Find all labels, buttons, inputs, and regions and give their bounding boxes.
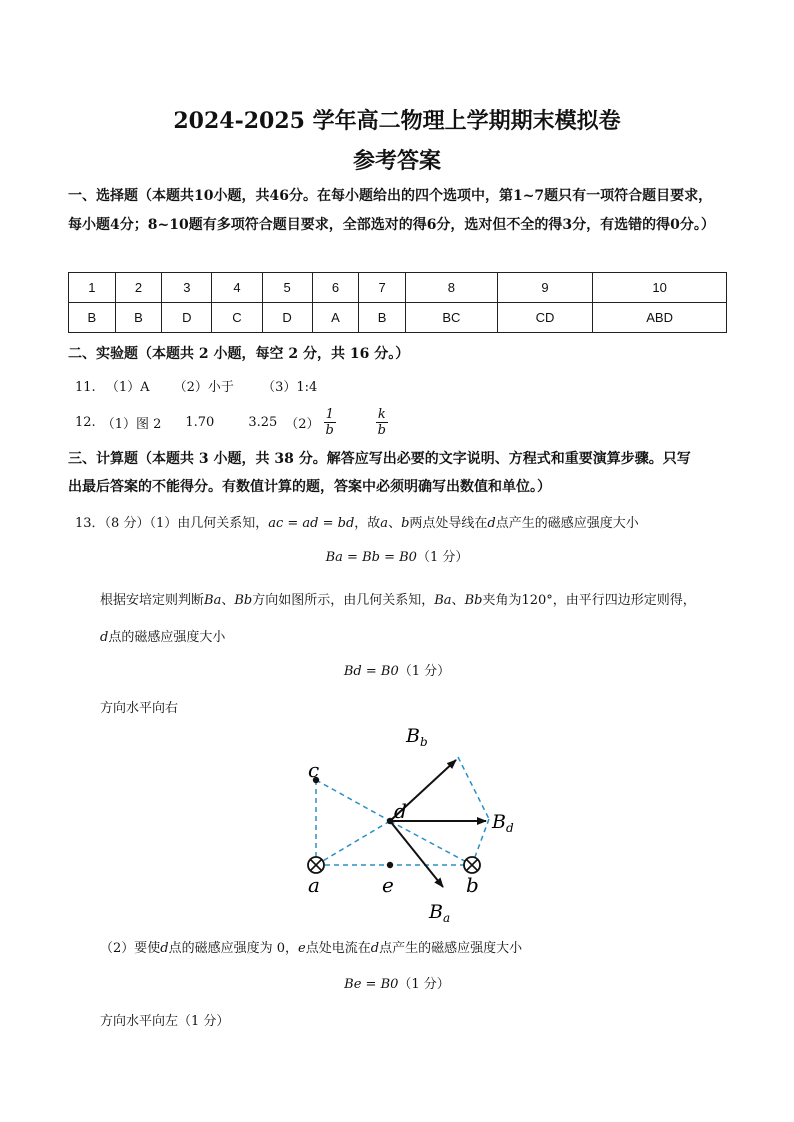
table-cell: 9 (497, 273, 592, 303)
q11-part2: （2）小于 (173, 380, 234, 395)
table-row-answers (69, 303, 727, 333)
label-e: e (382, 873, 394, 897)
q11-number: 11. (75, 380, 96, 395)
page-title: 2024-2025 学年高二物理上学期期末模拟卷 (173, 108, 621, 134)
table-cell: 8 (405, 273, 497, 303)
q12-value1: 1.70 (185, 414, 215, 430)
page-subtitle: 参考答案 (352, 148, 441, 174)
fraction-k-over-b: $\frac{k}{b}$ (377, 406, 386, 438)
current-into-page-icon-a (308, 857, 324, 873)
table-cell: BC (405, 303, 497, 333)
table-cell: 3 (162, 273, 212, 303)
table-cell: D (162, 303, 212, 333)
section3-heading-line1: 三、计算题（本题共 3 小题，共 38 分。解答应写出必要的文字说明、方程式和重要演算步骤。只写 (68, 451, 691, 467)
q13-part2: （2）要使d点的磁感应强度为 0，e点处电流在d点产生的磁感应强度大小 (100, 941, 523, 956)
q11-part3: （3）1:4 (262, 380, 318, 395)
table-cell: 4 (212, 273, 262, 303)
q11-part1: （1）A (105, 380, 150, 395)
section1-heading-line2: 每小题4分；8~10题有多项符合题目要求，全部选对的得6分，选对但不全的得3分，有选错的得0分。） (68, 217, 715, 233)
direction-right: 方向水平向右 (100, 701, 179, 716)
table-cell: 7 (359, 273, 406, 303)
label-bb: $B_b$ (406, 725, 428, 749)
vector-ba-arrow (390, 821, 443, 887)
table-cell: D (262, 303, 312, 333)
table-cell: A (312, 303, 359, 333)
direction-left: 方向水平向左（1 分） (100, 1014, 230, 1029)
q13-para2: 根据安培定则判断Ba、Bb方向如图所示，由几何关系知，Ba、Bb夹角为120°，由平行四边形定则得， (100, 593, 696, 608)
table-cell: 1 (69, 273, 116, 303)
section2-heading: 二、实验题（本题共 2 小题，每空 2 分，共 16 分。） (68, 346, 410, 362)
table-cell: B (69, 303, 116, 333)
label-d: d (394, 799, 407, 823)
label-a: a (308, 873, 320, 897)
q12-part2: （2） (285, 416, 320, 432)
table-cell: B (359, 303, 406, 333)
current-into-page-icon-b (464, 857, 480, 873)
table-cell: 10 (593, 273, 727, 303)
q12-value2: 3.25 (248, 414, 278, 430)
label-bd: $B_d$ (492, 811, 514, 835)
table-cell: 2 (115, 273, 162, 303)
equation-2: Bd = B0（1 分） (343, 664, 451, 679)
q13-para3: d点的磁感应强度大小 (100, 630, 226, 645)
point-e (387, 862, 393, 868)
q12-number: 12. (75, 414, 96, 430)
point-d (387, 818, 393, 824)
label-b: b (466, 873, 479, 897)
table-cell: C (212, 303, 262, 333)
table-cell: CD (497, 303, 592, 333)
table-cell: 6 (312, 273, 359, 303)
section3-heading-line2: 出最后答案的不能得分。有数值计算的题，答案中必须明确写出数值和单位。） (68, 479, 551, 495)
label-c: c (308, 758, 320, 782)
label-ba: $B_a$ (429, 901, 451, 925)
table-cell: B (115, 303, 162, 333)
answer-table (68, 272, 727, 333)
q12-part1: （1）图 2 (101, 416, 162, 432)
q13-intro: 13．（8 分）（1）由几何关系知，ac = ad = bd，故a、b两点处导线在d点产生的磁感应强度大小 (75, 516, 639, 531)
table-cell: 5 (262, 273, 312, 303)
table-row-numbers (69, 273, 727, 303)
table-cell: ABD (593, 303, 727, 333)
magnetic-field-diagram (290, 722, 530, 927)
equation-1: Ba = Bb = B0（1 分） (325, 550, 469, 565)
fraction-1-over-b: $\frac{1}{b}$ (325, 406, 334, 438)
section1-heading-line1: 一、选择题（本题共10小题，共46分。在每小题给出的四个选项中，第1~7题只有一项符合题目要求， (68, 188, 713, 204)
q11-line (75, 376, 317, 395)
equation-3: Be = B0（1 分） (344, 977, 450, 992)
q12-line (75, 404, 392, 440)
